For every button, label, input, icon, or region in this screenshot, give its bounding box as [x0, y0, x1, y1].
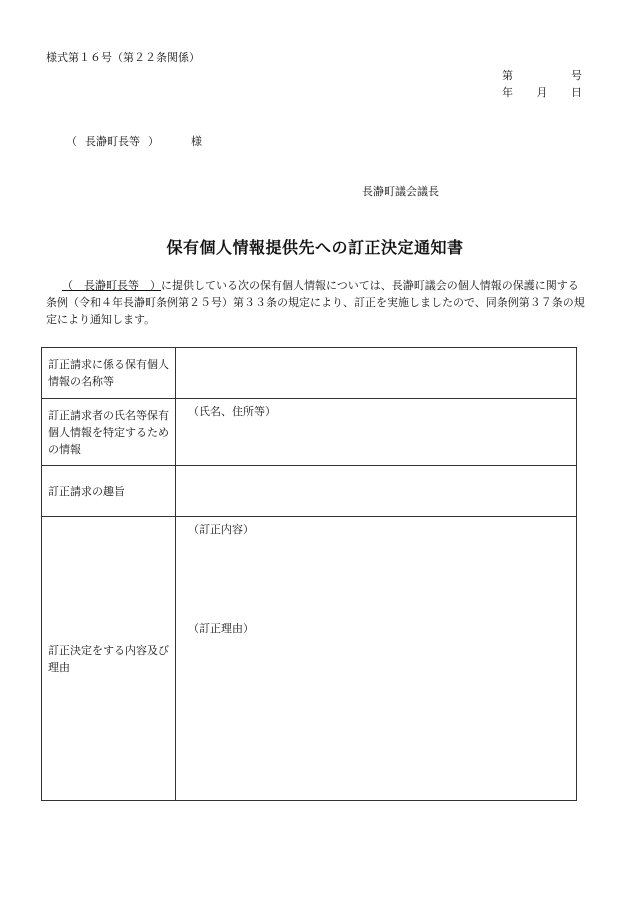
document-number-line [502, 67, 582, 83]
table-row [42, 348, 577, 399]
date-month: 月 [536, 86, 548, 99]
row-label-decision: 訂正決定をする内容及び理由 [42, 517, 176, 801]
table-row [42, 466, 577, 517]
addressee-open-paren: （ [66, 135, 77, 148]
row-label-requester: 訂正請求者の氏名等保有個人情報を特定するための情報 [42, 399, 176, 466]
table-row [42, 517, 577, 801]
row-value-decision [176, 517, 577, 801]
body-paragraph [46, 277, 586, 328]
number-suffix: 号 [571, 69, 582, 82]
date-day: 日 [571, 86, 582, 99]
body-text: に提供している次の保有個人情報については、長瀞町議会の個人情報の保護に関する条例（令和４年長瀞町条例第２５号）第３３条の規定により、訂正を実施しましたので、同条例第３７条の規定により通知します。 [46, 279, 585, 326]
sender: 長瀞町議会議長 [362, 185, 439, 198]
requester-note: （氏名、住所等） [188, 405, 276, 418]
addressee [66, 133, 202, 149]
date-line [502, 84, 582, 100]
number-prefix: 第 [502, 69, 513, 82]
row-value-requester [176, 399, 577, 466]
date-year: 年 [502, 86, 513, 99]
correction-content-note: （訂正内容） [188, 523, 254, 536]
addressee-honorific: 様 [191, 135, 202, 148]
row-label-purpose: 訂正請求の趣旨 [42, 466, 176, 517]
document-title: 保有個人情報提供先への訂正決定通知書 [166, 238, 464, 257]
body-recipient: （ 長瀞町長等 ） [62, 279, 161, 292]
addressee-name: 長瀞町長等 [85, 135, 140, 148]
correction-reason-note: （訂正理由） [188, 622, 254, 635]
row-value-info-name [176, 348, 577, 399]
table-row [42, 399, 577, 466]
row-value-purpose [176, 466, 577, 517]
notice-table [41, 347, 577, 801]
row-label-info-name: 訂正請求に係る保有個人情報の名称等 [42, 348, 176, 399]
addressee-close-paren: ） [148, 135, 159, 148]
form-number: 様式第１６号（第２２条関係） [46, 51, 200, 64]
